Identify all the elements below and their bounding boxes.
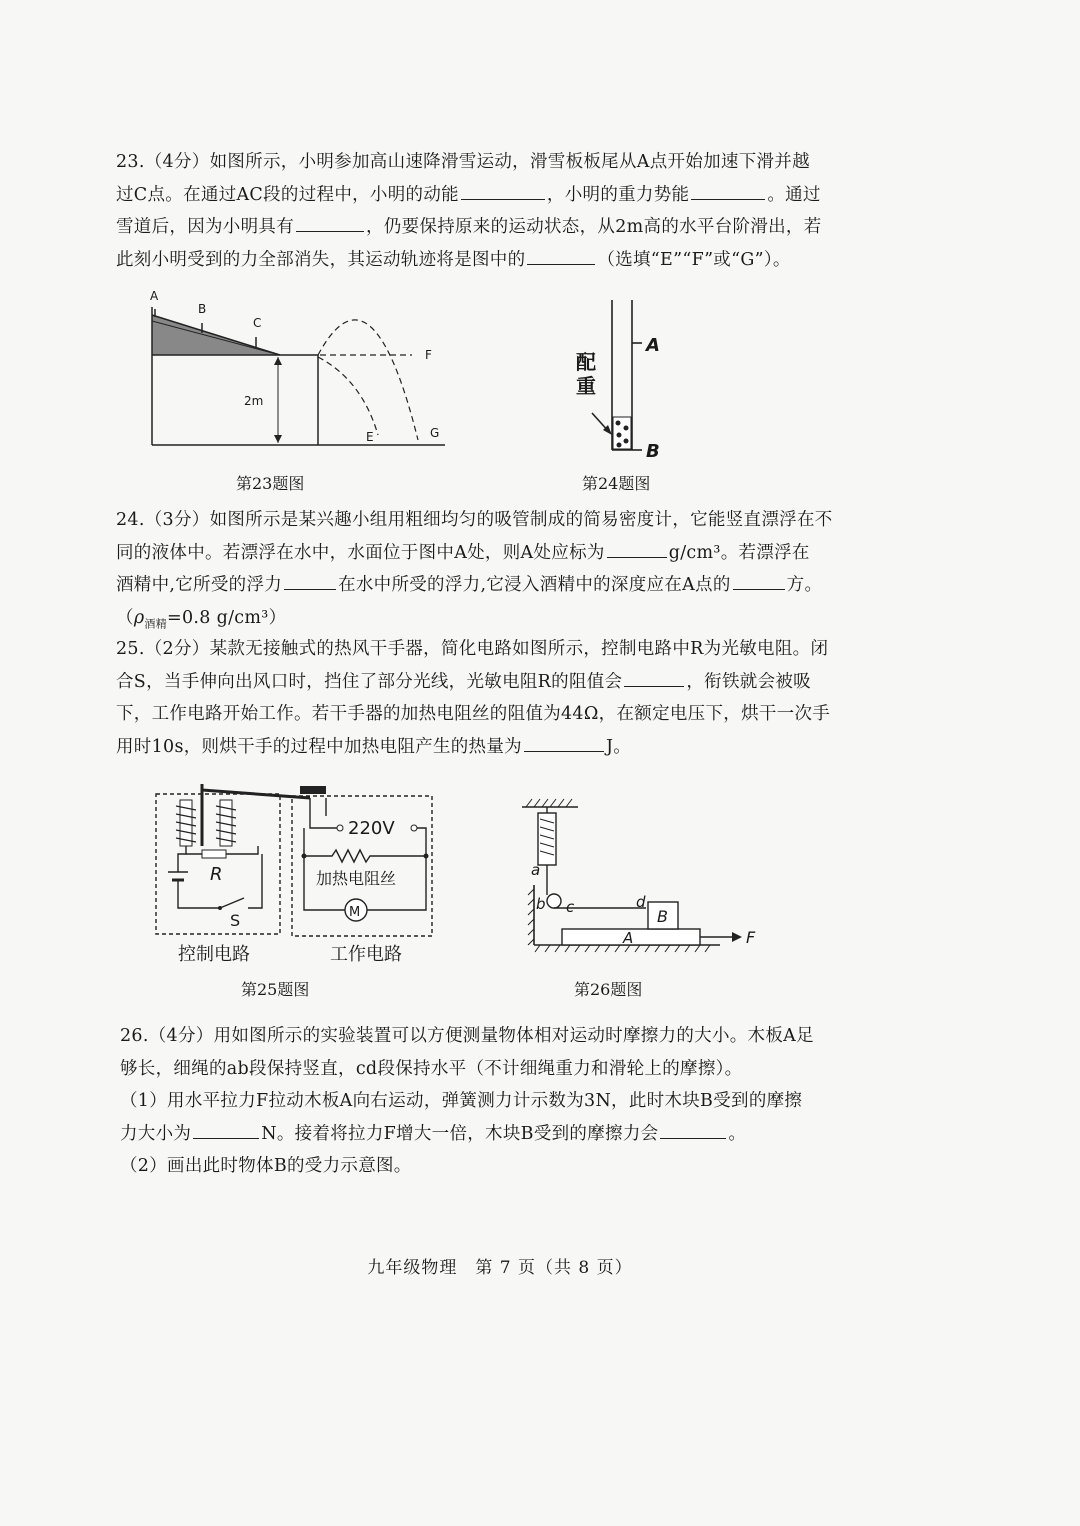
q26-text: 26.（4分）用如图所示的实验装置可以方便测量物体相对运动时摩擦力的大小。木板A足 够长，细绳的ab段保持竖直，cd段保持水平（不计细绳重力和滑轮上的摩擦）。 （1）用水平拉力F拉动木板A向右运动，弹簧测力计示数为3N，此时木块B受到的摩擦 力大小为 N。接着将拉力F增大一倍，木块B受到的摩擦力会 。 （2）画出此时物体B的受力示意图。 (120, 1026, 814, 1176)
photoresistor (202, 850, 226, 858)
label-f: F (425, 348, 432, 362)
label-force-f: F (746, 928, 756, 947)
q25-text: 25.（2分）某款无接触式的热风干手器，简化电路如图所示，控制电路中R为光敏电阻。闭 合S，当手伸向出风口时，挡住了部分光线，光敏电阻R的阻值会 ，衔铁就会被吸 下，工作电路开始工作。若干手器的加热电阻丝的阻值为44Ω，在额定电压下，烘干一次手 用时10s，则烘干手的过程中加热电阻产生的热量为 J。 (116, 639, 831, 757)
answer-blank[interactable] (624, 667, 684, 686)
q24-text: 24.（3分）如图所示是某兴趣小组用粗细均匀的吸管制成的简易密度计，它能竖直漂浮在不 同的液体中。若漂浮在水中，水面位于图中A处，则A处应标为 g/cm³。若漂浮在 酒精中,它所受的浮力 在水中所受的浮力,它浸入酒精中的深度应在A点的 方。 （$\rho_{酒精}=0.8$ g/cm³） (116, 510, 833, 630)
label-c-point: c (566, 898, 575, 916)
armature (202, 790, 310, 798)
heater-resistor (304, 850, 426, 862)
answer-blank[interactable] (527, 245, 595, 264)
caption-23: 第23题图 (236, 474, 305, 493)
label-weight-2: 重 (576, 374, 596, 398)
answer-blank[interactable] (193, 1119, 259, 1138)
label-heater: 加热电阻丝 (316, 869, 397, 888)
answer-blank[interactable] (607, 538, 667, 557)
label-e: E (366, 430, 374, 444)
contacts (300, 786, 326, 794)
label-a: A (150, 289, 159, 303)
trajectory-e (318, 357, 378, 435)
figure-26-friction-apparatus (520, 795, 770, 960)
pulley (547, 894, 561, 908)
label-c: C (253, 316, 262, 330)
figure-24-density-meter (570, 295, 680, 465)
label-r: R (210, 864, 223, 885)
label-b: B (198, 302, 207, 316)
q23-text: 23.（4分）如图所示，小明参加高山速降滑雪运动，滑雪板板尾从A点开始加速下滑并越 过C点。在通过AC段的过程中，小明的动能 ，小明的重力势能 。通过 雪道后，因为小明具有 ，仍要保持原来的运动状态，从2m高的水平台阶滑出，若 此刻小明受到的力全部消失，其运动轨迹将是图中的 （选填“E”“F”或“G”）。 (116, 152, 822, 270)
answer-blank[interactable] (461, 180, 545, 199)
label-voltage: 220V (348, 818, 395, 839)
label-work-circuit: 工作电路 (330, 944, 402, 965)
label-weight-1: 配 (576, 350, 596, 374)
answer-blank[interactable] (691, 180, 765, 199)
counterweight (613, 417, 631, 449)
label-block-b: B (657, 907, 668, 926)
label-b: B (646, 441, 660, 462)
label-a: A (646, 335, 660, 356)
page-footer: 九年级物理 第 7 页（共 8 页） (367, 1258, 633, 1278)
figure-23-ski-slope (140, 285, 460, 455)
switch-s (220, 898, 244, 908)
label-board-a: A (623, 929, 634, 947)
answer-blank[interactable] (296, 213, 364, 232)
answer-blank[interactable] (660, 1119, 726, 1138)
figure-25-circuit (150, 780, 440, 970)
answer-blank[interactable] (524, 732, 604, 751)
label-height: 2m (244, 394, 264, 408)
label-b-point: b (536, 895, 546, 913)
label-s: S (230, 911, 241, 930)
trajectory-g (318, 320, 418, 440)
label-control-circuit: 控制电路 (178, 944, 250, 965)
answer-blank[interactable] (733, 571, 785, 590)
label-motor: M (349, 905, 361, 920)
caption-25: 第25题图 (241, 980, 310, 999)
label-g: G (430, 426, 440, 440)
label-d-point: d (636, 893, 646, 911)
label-a-point: a (531, 861, 541, 879)
answer-blank[interactable] (284, 571, 336, 590)
caption-26: 第26题图 (574, 980, 643, 999)
caption-24: 第24题图 (582, 474, 651, 493)
